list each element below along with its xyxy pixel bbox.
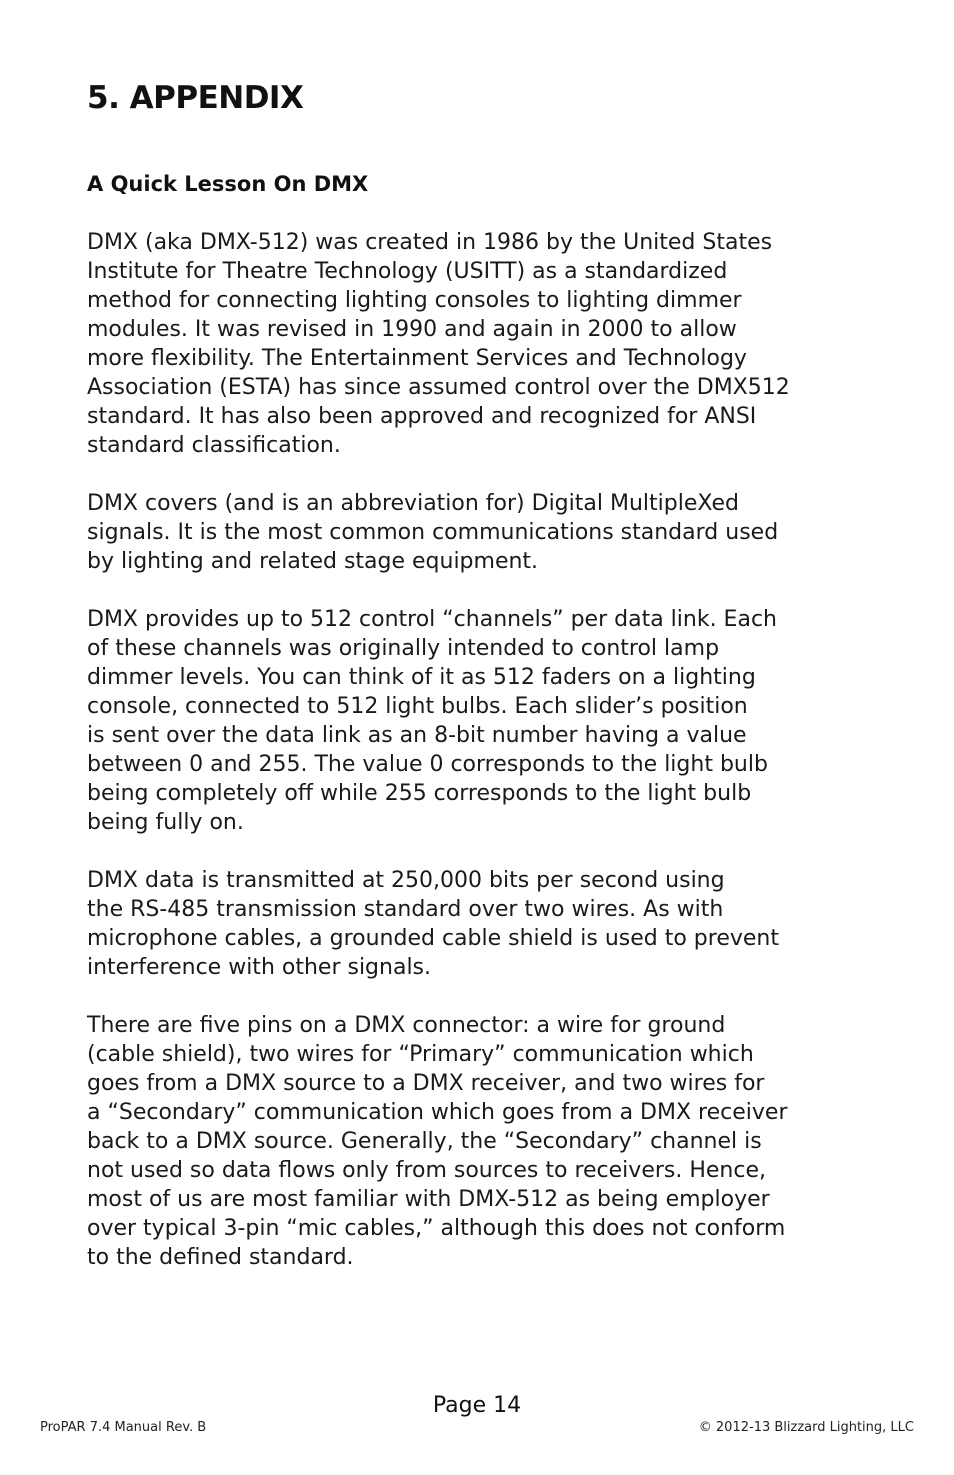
- text-line: of these channels was originally intended to control lamp: [87, 636, 720, 661]
- footer-copyright: © 2012-13 Blizzard Lighting, LLC: [698, 1420, 914, 1435]
- page-number: Page 14: [432, 1393, 522, 1418]
- text-line: DMX provides up to 512 control “channels” per data link. Each: [87, 607, 777, 632]
- text-line: DMX (aka DMX-512) was created in 1986 by the United States: [87, 230, 773, 255]
- text-line: interference with other signals.: [87, 955, 432, 980]
- paragraph-dmx-transmission: [87, 866, 887, 982]
- text-line: goes from a DMX source to a DMX receiver, and two wires for: [87, 1071, 765, 1096]
- text-line: DMX covers (and is an abbreviation for) Digital MultipleXed: [87, 491, 739, 516]
- text-line: back to a DMX source. Generally, the “Secondary” channel is: [87, 1129, 762, 1154]
- text-line: There are five pins on a DMX connector: a wire for ground: [87, 1013, 726, 1038]
- text-line: signals. It is the most common communications standard used: [87, 520, 779, 545]
- text-line: microphone cables, a grounded cable shield is used to prevent: [87, 926, 779, 951]
- text-line: (cable shield), two wires for “Primary” communication which: [87, 1042, 754, 1067]
- footer-manual-title: ProPAR 7.4 Manual Rev. B: [40, 1420, 207, 1435]
- text-line: console, connected to 512 light bulbs. Each slider’s position: [87, 694, 748, 719]
- text-line: standard. It has also been approved and recognized for ANSI: [87, 404, 757, 429]
- document-body: [87, 170, 887, 1301]
- text-line: over typical 3-pin “mic cables,” although this does not conform: [87, 1216, 786, 1241]
- text-line: standard classification.: [87, 433, 341, 458]
- paragraph-dmx-pins: [87, 1011, 887, 1272]
- text-line: dimmer levels. You can think of it as 512 faders on a lighting: [87, 665, 756, 690]
- text-line: between 0 and 255. The value 0 corresponds to the light bulb: [87, 752, 768, 777]
- text-line: DMX data is transmitted at 250,000 bits per second using: [87, 868, 725, 893]
- text-line: Institute for Theatre Technology (USITT) as a standardized: [87, 259, 728, 284]
- section-title: 5. APPENDIX: [87, 80, 304, 116]
- text-line: modules. It was revised in 1990 and again in 2000 to allow: [87, 317, 737, 342]
- text-line: method for connecting lighting consoles to lighting dimmer: [87, 288, 742, 313]
- paragraph-dmx-channels: [87, 605, 887, 837]
- subheading: A Quick Lesson On DMX: [87, 172, 369, 196]
- text-line: by lighting and related stage equipment.: [87, 549, 539, 574]
- paragraph-dmx-abbreviation: [87, 489, 887, 576]
- text-line: being fully on.: [87, 810, 244, 835]
- text-line: most of us are most familiar with DMX-512 as being employer: [87, 1187, 770, 1212]
- paragraph-dmx-history: [87, 228, 887, 460]
- text-line: more flexibility. The Entertainment Services and Technology: [87, 346, 747, 371]
- text-line: to the defined standard.: [87, 1245, 354, 1270]
- text-line: being completely off while 255 corresponds to the light bulb: [87, 781, 752, 806]
- text-line: not used so data flows only from sources to receivers. Hence,: [87, 1158, 766, 1183]
- text-line: is sent over the data link as an 8-bit number having a value: [87, 723, 747, 748]
- text-line: Association (ESTA) has since assumed control over the DMX512: [87, 375, 790, 400]
- text-line: the RS-485 transmission standard over two wires. As with: [87, 897, 724, 922]
- text-line: a “Secondary” communication which goes from a DMX receiver: [87, 1100, 788, 1125]
